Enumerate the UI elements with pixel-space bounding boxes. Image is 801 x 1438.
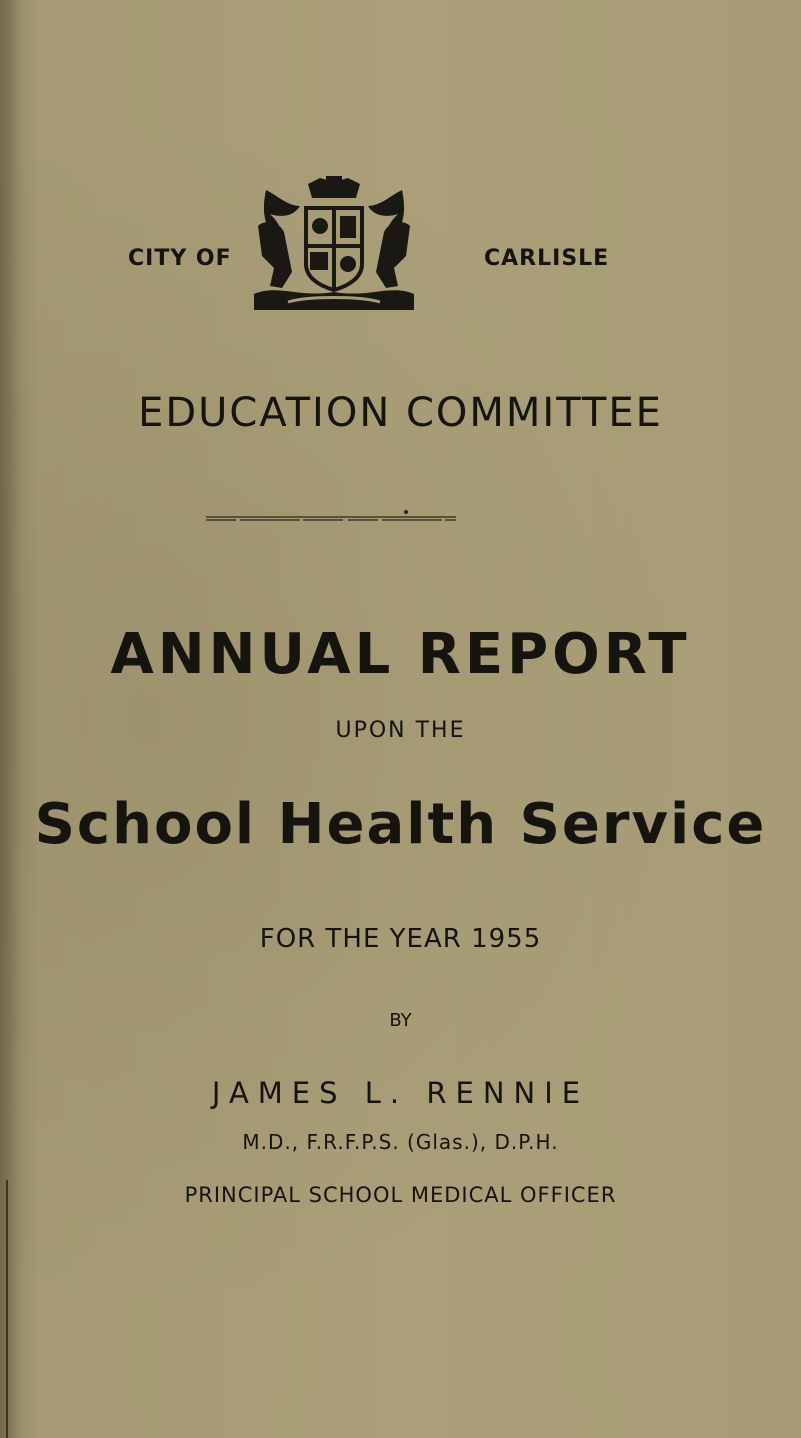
ornamental-divider bbox=[206, 510, 456, 522]
report-subject: School Health Service bbox=[34, 792, 767, 857]
header-right-text: CARLISLE bbox=[484, 246, 610, 271]
committee-heading: EDUCATION COMMITTEE bbox=[138, 390, 663, 436]
author-title: PRINCIPAL SCHOOL MEDICAL OFFICER bbox=[184, 1183, 617, 1207]
upon-text: UPON THE bbox=[335, 718, 466, 743]
coat-of-arms-icon bbox=[248, 176, 420, 314]
author-qualifications: M.D., F.R.F.P.S. (Glas.), D.P.H. bbox=[242, 1130, 559, 1154]
page-edge-line bbox=[6, 1180, 8, 1438]
header-left-text: CITY OF bbox=[128, 246, 232, 271]
report-title: ANNUAL REPORT bbox=[110, 622, 691, 687]
header-row bbox=[0, 176, 801, 316]
author-name: JAMES L. RENNIE bbox=[211, 1076, 590, 1110]
year-line: FOR THE YEAR 1955 bbox=[259, 924, 542, 954]
by-text: BY bbox=[389, 1010, 412, 1031]
